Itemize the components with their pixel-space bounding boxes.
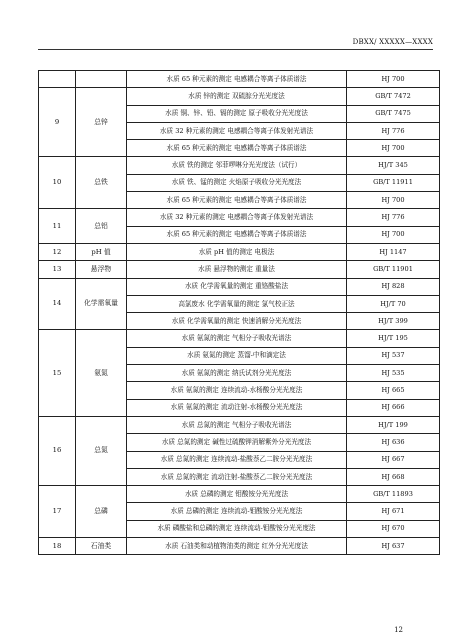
standard-code-cell: HJ 1147 bbox=[347, 243, 440, 260]
method-cell: 水质 氨氮的测定 连续流动-水杨酸分光光度法 bbox=[127, 382, 347, 399]
standard-code-cell: GB/T 11901 bbox=[347, 261, 440, 278]
method-cell: 水质 总磷的测定 钼酸铵分光光度法 bbox=[127, 486, 347, 503]
method-cell: 水质 磷酸盐和总磷的测定 连续流动-钼酸铵分光光度法 bbox=[127, 520, 347, 537]
parameter-cell: 氨氮 bbox=[76, 330, 127, 416]
standard-code-cell: HJ 828 bbox=[347, 278, 440, 295]
standard-code-cell: HJ/T 70 bbox=[347, 295, 440, 312]
standard-code-cell: GB/T 11911 bbox=[347, 174, 440, 191]
method-cell: 水质 化学需氧量的测定 重铬酸盐法 bbox=[127, 278, 347, 295]
method-cell: 水质 氨氮的测定 蒸馏-中和滴定法 bbox=[127, 347, 347, 364]
table-row bbox=[39, 330, 440, 347]
parameter-cell: 总铝 bbox=[76, 209, 127, 244]
method-cell: 水质 32 种元素的测定 电感耦合等离子体发射光谱法 bbox=[127, 209, 347, 226]
standards-table-body bbox=[39, 71, 440, 555]
item-number-cell: 17 bbox=[39, 486, 76, 538]
standard-code-cell: HJ/T 399 bbox=[347, 313, 440, 330]
standard-code-cell: HJ 670 bbox=[347, 520, 440, 537]
item-number-cell: 11 bbox=[39, 209, 76, 244]
item-number-cell: 9 bbox=[39, 88, 76, 157]
item-number-cell: 13 bbox=[39, 261, 76, 278]
table-row bbox=[39, 88, 440, 105]
table-row bbox=[39, 261, 440, 278]
standards-table bbox=[38, 70, 440, 555]
method-cell: 水质 pH 值的测定 电极法 bbox=[127, 243, 347, 260]
parameter-cell: 总铁 bbox=[76, 157, 127, 209]
method-cell: 水质 铁的测定 邻菲啰啉分光光度法（试行） bbox=[127, 157, 347, 174]
table-row bbox=[39, 538, 440, 555]
standard-code-cell: HJ 666 bbox=[347, 399, 440, 416]
method-cell: 水质 氨氮的测定 气相分子吸收光谱法 bbox=[127, 330, 347, 347]
table-row bbox=[39, 416, 440, 433]
table-row bbox=[39, 278, 440, 295]
standard-code-cell: HJ 776 bbox=[347, 122, 440, 139]
standard-code-cell: HJ 667 bbox=[347, 451, 440, 468]
table-row bbox=[39, 486, 440, 503]
method-cell: 水质 锌的测定 双硫腙分光光度法 bbox=[127, 88, 347, 105]
method-cell: 水质 石油类和动植物油类的测定 红外分光光度法 bbox=[127, 538, 347, 555]
parameter-cell: 总磷 bbox=[76, 486, 127, 538]
header-rule bbox=[38, 49, 433, 50]
standard-code-cell: GB/T 7472 bbox=[347, 88, 440, 105]
table-row bbox=[39, 243, 440, 260]
table-row bbox=[39, 71, 440, 88]
standard-code-cell: HJ 700 bbox=[347, 192, 440, 209]
standard-code-cell: HJ/T 195 bbox=[347, 330, 440, 347]
standard-code-cell: HJ 776 bbox=[347, 209, 440, 226]
standard-code-cell: HJ 668 bbox=[347, 468, 440, 485]
standard-code-cell: HJ 700 bbox=[347, 71, 440, 88]
standard-code-cell: HJ 671 bbox=[347, 503, 440, 520]
method-cell: 水质 总氮的测定 碱性过硫酸钾消解紫外分光光度法 bbox=[127, 434, 347, 451]
item-number-cell: 15 bbox=[39, 330, 76, 416]
parameter-cell: 总锌 bbox=[76, 88, 127, 157]
parameter-cell: 化学需氧量 bbox=[76, 278, 127, 330]
standard-code-cell: HJ 537 bbox=[347, 347, 440, 364]
standard-code-cell: GB/T 7475 bbox=[347, 105, 440, 122]
parameter-cell: pH 值 bbox=[76, 243, 127, 260]
parameter-cell: 悬浮物 bbox=[76, 261, 127, 278]
parameter-cell: 石油类 bbox=[76, 538, 127, 555]
method-cell: 水质 总氮的测定 气相分子吸收光谱法 bbox=[127, 416, 347, 433]
method-cell: 水质 铁、锰的测定 火焰原子吸收分光光度法 bbox=[127, 174, 347, 191]
method-cell: 水质 氨氮的测定 纳氏试剂分光光度法 bbox=[127, 365, 347, 382]
method-cell: 水质 总磷的测定 连续流动-钼酸铵分光光度法 bbox=[127, 503, 347, 520]
method-cell: 水质 65 种元素的测定 电感耦合等离子体质谱法 bbox=[127, 192, 347, 209]
method-cell: 水质 铜、锌、铅、镉的测定 原子吸收分光光度法 bbox=[127, 105, 347, 122]
standard-code-cell: HJ 636 bbox=[347, 434, 440, 451]
table-row bbox=[39, 209, 440, 226]
item-number-cell: 12 bbox=[39, 243, 76, 260]
method-cell: 水质 氨氮的测定 流动注射-水杨酸分光光度法 bbox=[127, 399, 347, 416]
item-number-cell bbox=[39, 71, 76, 88]
method-cell: 水质 总氮的测定 连续流动-盐酸萘乙二胺分光光度法 bbox=[127, 451, 347, 468]
standard-code-cell: HJ 535 bbox=[347, 365, 440, 382]
item-number-cell: 16 bbox=[39, 416, 76, 485]
document-code: DBXX/ XXXXX—XXXX bbox=[352, 38, 433, 46]
method-cell: 水质 32 种元素的测定 电感耦合等离子体发射光谱法 bbox=[127, 122, 347, 139]
method-cell: 水质 悬浮物的测定 重量法 bbox=[127, 261, 347, 278]
page-number: 12 bbox=[394, 626, 403, 634]
parameter-cell bbox=[76, 71, 127, 88]
standard-code-cell: HJ/T 199 bbox=[347, 416, 440, 433]
standard-code-cell: HJ 665 bbox=[347, 382, 440, 399]
item-number-cell: 10 bbox=[39, 157, 76, 209]
standard-code-cell: HJ 700 bbox=[347, 140, 440, 157]
item-number-cell: 14 bbox=[39, 278, 76, 330]
method-cell: 水质 65 种元素的测定 电感耦合等离子体质谱法 bbox=[127, 71, 347, 88]
parameter-cell: 总氮 bbox=[76, 416, 127, 485]
method-cell: 水质 总氮的测定 流动注射-盐酸萘乙二胺分光光度法 bbox=[127, 468, 347, 485]
method-cell: 水质 65 种元素的测定 电感耦合等离子体质谱法 bbox=[127, 140, 347, 157]
standard-code-cell: HJ 637 bbox=[347, 538, 440, 555]
item-number-cell: 18 bbox=[39, 538, 76, 555]
standard-code-cell: GB/T 11893 bbox=[347, 486, 440, 503]
method-cell: 水质 65 种元素的测定 电感耦合等离子体质谱法 bbox=[127, 226, 347, 243]
standard-code-cell: HJ 700 bbox=[347, 226, 440, 243]
table-row bbox=[39, 157, 440, 174]
method-cell: 高氯废水 化学需氧量的测定 氯气校正法 bbox=[127, 295, 347, 312]
standard-code-cell: HJ/T 345 bbox=[347, 157, 440, 174]
method-cell: 水质 化学需氧量的测定 快速消解分光光度法 bbox=[127, 313, 347, 330]
